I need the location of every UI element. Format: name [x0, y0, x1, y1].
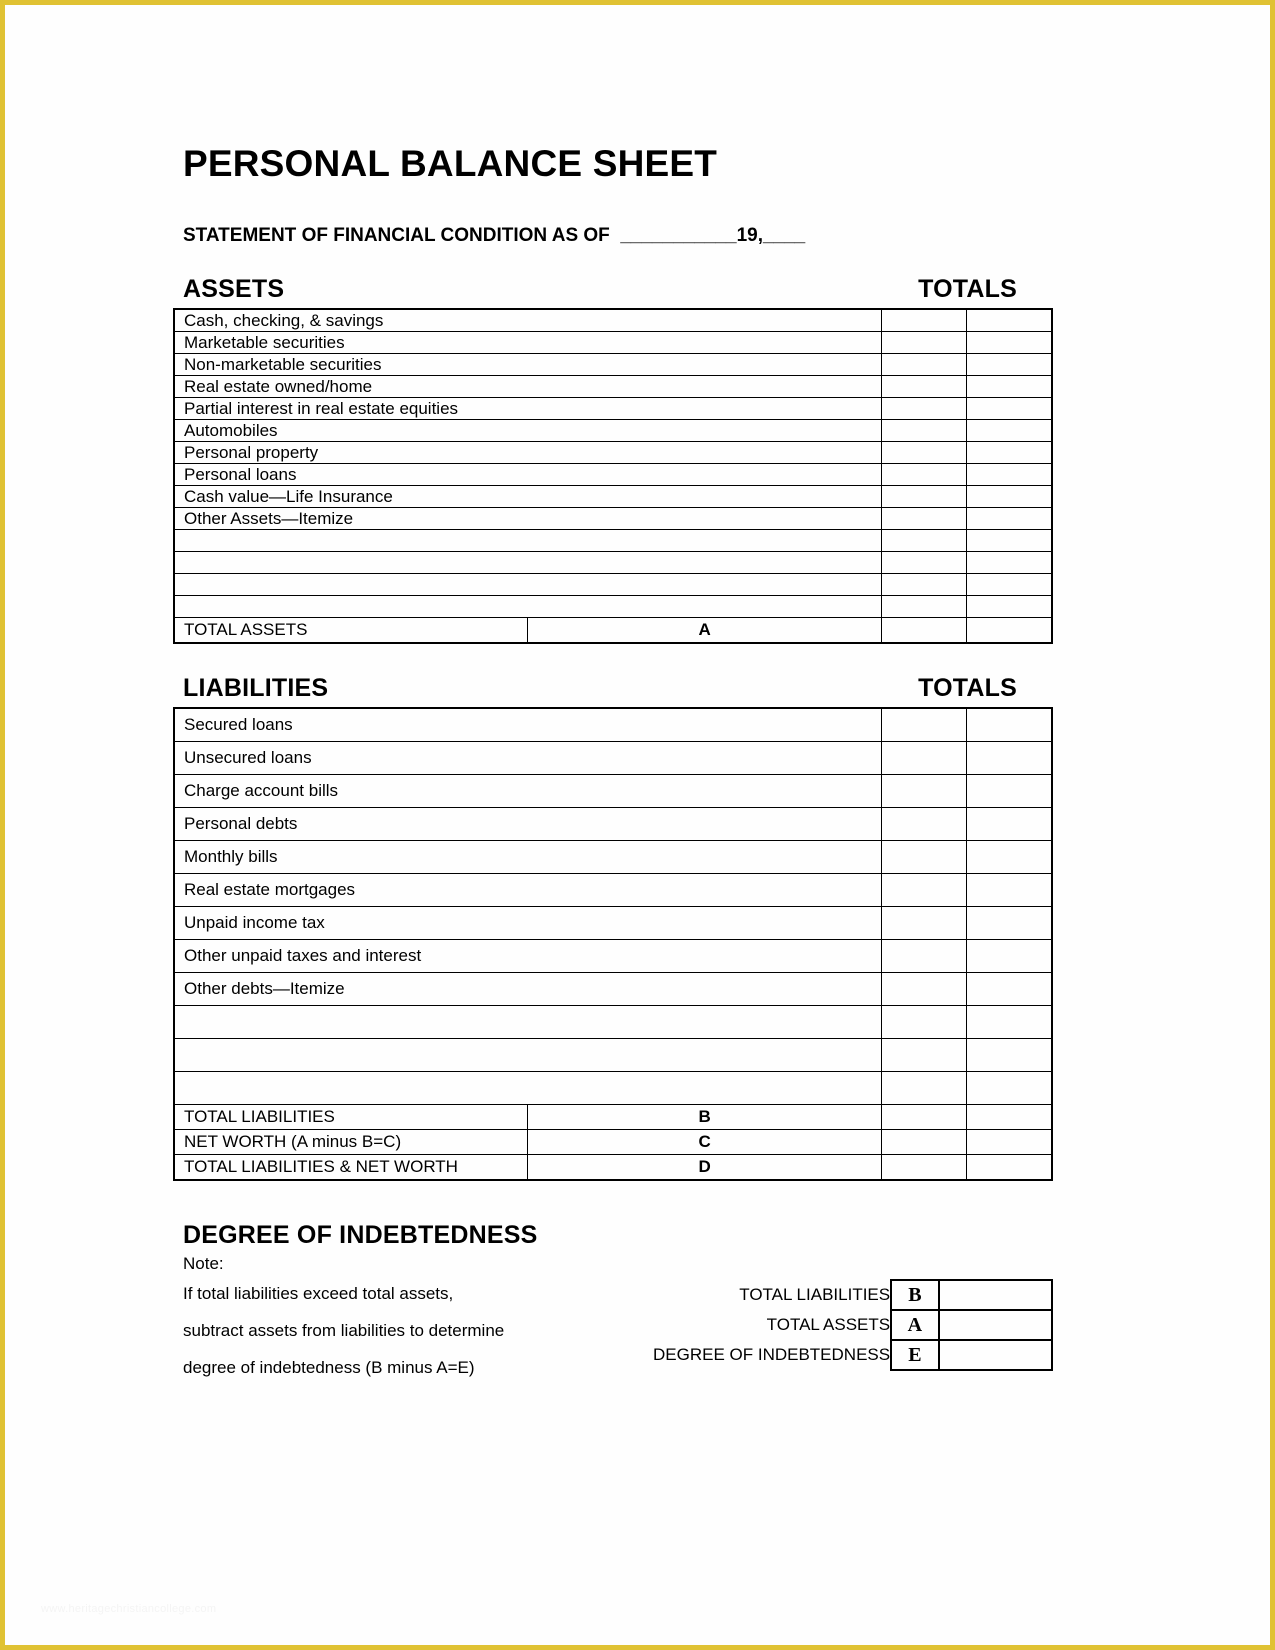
table-row [174, 708, 1052, 742]
table-row-blank [174, 1072, 1052, 1105]
amount-cell-col1[interactable] [882, 574, 967, 596]
amount-cell-col1[interactable] [882, 775, 967, 808]
total-row-label: TOTAL LIABILITIES [174, 1105, 528, 1130]
indebtedness-heading: DEGREE OF INDEBTEDNESS [183, 1221, 538, 1249]
indebtedness-calc [653, 1279, 1053, 1395]
row-label-blank[interactable] [174, 596, 882, 618]
amount-cell-col1[interactable] [882, 1130, 967, 1155]
table-row-blank [174, 1006, 1052, 1039]
table-row-total [174, 1130, 1052, 1155]
amount-cell-col1[interactable] [882, 708, 967, 742]
table-row [174, 420, 1052, 442]
indebtedness-letter: E [891, 1340, 939, 1370]
liabilities-totals-heading: TOTALS [918, 674, 1017, 702]
amount-cell-col1[interactable] [882, 1006, 967, 1039]
row-label: Other unpaid taxes and interest [174, 940, 882, 973]
amount-cell-col2[interactable] [967, 874, 1053, 907]
amount-cell-col2[interactable] [967, 309, 1053, 332]
row-label-blank[interactable] [174, 530, 882, 552]
row-label: Secured loans [174, 708, 882, 742]
amount-cell-col2[interactable] [967, 1130, 1053, 1155]
amount-cell-col1[interactable] [882, 309, 967, 332]
table-row-total [174, 1155, 1052, 1181]
amount-cell-col1[interactable] [882, 1155, 967, 1181]
row-label: Personal property [174, 442, 882, 464]
amount-cell-col2[interactable] [967, 574, 1053, 596]
assets-section-header [183, 275, 1053, 304]
indebtedness-value-cell[interactable] [939, 1340, 1052, 1370]
amount-cell-col1[interactable] [882, 420, 967, 442]
amount-cell-col2[interactable] [967, 708, 1053, 742]
liabilities-section-header [183, 674, 1053, 703]
amount-cell-col2[interactable] [967, 398, 1053, 420]
table-row-blank [174, 596, 1052, 618]
amount-cell-col2[interactable] [967, 596, 1053, 618]
note-label: Note: [183, 1254, 224, 1273]
table-row [174, 464, 1052, 486]
amount-cell-col1[interactable] [882, 940, 967, 973]
table-row [174, 874, 1052, 907]
amount-cell-col2[interactable] [967, 332, 1053, 354]
amount-cell-col2[interactable] [967, 1072, 1053, 1105]
amount-cell-col2[interactable] [967, 808, 1053, 841]
amount-cell-col2[interactable] [967, 907, 1053, 940]
indebtedness-letter: A [891, 1310, 939, 1340]
amount-cell-col2[interactable] [967, 530, 1053, 552]
liabilities-table [173, 707, 1053, 1181]
table-row-blank [174, 574, 1052, 596]
amount-cell-col2[interactable] [967, 442, 1053, 464]
row-label: Unpaid income tax [174, 907, 882, 940]
indebtedness-caption: TOTAL LIABILITIES [739, 1285, 891, 1304]
assets-totals-heading: TOTALS [918, 275, 1017, 303]
total-row-letter: C [528, 1130, 882, 1155]
amount-cell-col1[interactable] [882, 486, 967, 508]
table-row [174, 376, 1052, 398]
amount-cell-col1[interactable] [882, 973, 967, 1006]
indebtedness-caption: TOTAL ASSETS [766, 1315, 891, 1334]
indebtedness-note [183, 1254, 653, 1395]
amount-cell-col1[interactable] [882, 907, 967, 940]
indebtedness-row [653, 1310, 1052, 1340]
row-label: Real estate owned/home [174, 376, 882, 398]
amount-cell-col1[interactable] [882, 742, 967, 775]
amount-cell-col1[interactable] [882, 442, 967, 464]
table-row-total [174, 1105, 1052, 1130]
liabilities-heading: LIABILITIES [183, 674, 329, 702]
amount-cell-col2[interactable] [967, 775, 1053, 808]
table-row [174, 841, 1052, 874]
row-label: Cash value—Life Insurance [174, 486, 882, 508]
amount-cell-col1[interactable] [882, 1072, 967, 1105]
row-label: Monthly bills [174, 841, 882, 874]
row-label: Other Assets—Itemize [174, 508, 882, 530]
amount-cell-col2[interactable] [967, 464, 1053, 486]
amount-cell-col2[interactable] [967, 1105, 1053, 1130]
row-label: Personal loans [174, 464, 882, 486]
amount-cell-col2[interactable] [967, 841, 1053, 874]
row-label-blank[interactable] [174, 1072, 882, 1105]
table-row [174, 508, 1052, 530]
row-label-blank[interactable] [174, 1006, 882, 1039]
amount-cell-col2[interactable] [967, 618, 1053, 644]
indebtedness-caption: DEGREE OF INDEBTEDNESS [653, 1345, 891, 1364]
amount-cell-col1[interactable] [882, 1105, 967, 1130]
note-line: degree of indebtedness (B minus A=E) [183, 1358, 475, 1377]
row-label: Non-marketable securities [174, 354, 882, 376]
amount-cell-col2[interactable] [967, 552, 1053, 574]
amount-cell-col1[interactable] [882, 508, 967, 530]
row-label: Charge account bills [174, 775, 882, 808]
table-row-total [174, 618, 1052, 644]
row-label: Real estate mortgages [174, 874, 882, 907]
amount-cell-col1[interactable] [882, 841, 967, 874]
amount-cell-col2[interactable] [967, 742, 1053, 775]
indebtedness-value-cell[interactable] [939, 1310, 1052, 1340]
amount-cell-col2[interactable] [967, 486, 1053, 508]
table-row [174, 398, 1052, 420]
table-row-blank [174, 1039, 1052, 1072]
note-line: If total liabilities exceed total assets, [183, 1284, 454, 1303]
amount-cell-col1[interactable] [882, 332, 967, 354]
table-row [174, 775, 1052, 808]
table-row [174, 332, 1052, 354]
statement-date-line: STATEMENT OF FINANCIAL CONDITION AS OF ___________19,____ [183, 225, 806, 246]
row-label-blank[interactable] [174, 552, 882, 574]
amount-cell-col1[interactable] [882, 398, 967, 420]
row-label: Unsecured loans [174, 742, 882, 775]
table-row [174, 486, 1052, 508]
row-label: Marketable securities [174, 332, 882, 354]
total-row-label: NET WORTH (A minus B=C) [174, 1130, 528, 1155]
table-row [174, 808, 1052, 841]
amount-cell-col1[interactable] [882, 808, 967, 841]
amount-cell-col2[interactable] [967, 973, 1053, 1006]
total-row-label: TOTAL LIABILITIES & NET WORTH [174, 1155, 528, 1181]
amount-cell-col2[interactable] [967, 508, 1053, 530]
total-row-label: TOTAL ASSETS [174, 618, 528, 644]
row-label: Personal debts [174, 808, 882, 841]
indebtedness-value-cell[interactable] [939, 1280, 1052, 1310]
row-label: Automobiles [174, 420, 882, 442]
table-row-blank [174, 530, 1052, 552]
assets-heading: ASSETS [183, 275, 285, 303]
row-label-blank[interactable] [174, 1039, 882, 1072]
amount-cell-col1[interactable] [882, 1039, 967, 1072]
total-row-letter: D [528, 1155, 882, 1181]
amount-cell-col2[interactable] [967, 1006, 1053, 1039]
amount-cell-col1[interactable] [882, 618, 967, 644]
table-row [174, 742, 1052, 775]
table-row [174, 940, 1052, 973]
indebtedness-section [173, 1221, 1053, 1395]
row-label: Cash, checking, & savings [174, 309, 882, 332]
amount-cell-col1[interactable] [882, 376, 967, 398]
row-label-blank[interactable] [174, 574, 882, 596]
amount-cell-col2[interactable] [967, 1039, 1053, 1072]
assets-table [173, 308, 1053, 644]
row-label: Other debts—Itemize [174, 973, 882, 1006]
row-label: Partial interest in real estate equities [174, 398, 882, 420]
table-row [174, 442, 1052, 464]
table-row [174, 309, 1052, 332]
amount-cell-col2[interactable] [967, 1155, 1053, 1181]
note-line: subtract assets from liabilities to determine [183, 1321, 505, 1340]
table-row-blank [174, 552, 1052, 574]
indebtedness-letter: B [891, 1280, 939, 1310]
watermark: www.heritagechristiancollege.com [41, 1603, 217, 1615]
amount-cell-col2[interactable] [967, 376, 1053, 398]
indebtedness-row [653, 1280, 1052, 1310]
amount-cell-col1[interactable] [882, 552, 967, 574]
table-row [174, 907, 1052, 940]
amount-cell-col1[interactable] [882, 596, 967, 618]
amount-cell-col2[interactable] [967, 420, 1053, 442]
indebtedness-row [653, 1340, 1052, 1370]
amount-cell-col1[interactable] [882, 530, 967, 552]
table-row [174, 973, 1052, 1006]
amount-cell-col2[interactable] [967, 354, 1053, 376]
indebtedness-table [653, 1279, 1053, 1371]
balance-sheet-form [173, 125, 1053, 1395]
table-row [174, 354, 1052, 376]
amount-cell-col1[interactable] [882, 874, 967, 907]
amount-cell-col1[interactable] [882, 464, 967, 486]
total-row-letter: B [528, 1105, 882, 1130]
total-row-letter: A [528, 618, 882, 644]
amount-cell-col2[interactable] [967, 940, 1053, 973]
amount-cell-col1[interactable] [882, 354, 967, 376]
page-title: PERSONAL BALANCE SHEET [183, 143, 718, 184]
